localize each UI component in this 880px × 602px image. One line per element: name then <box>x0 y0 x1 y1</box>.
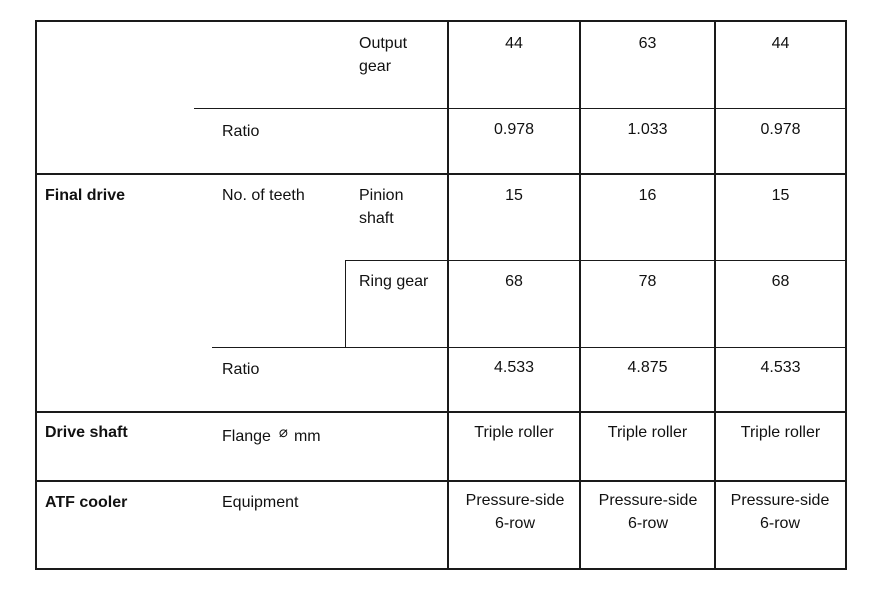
pinion-shaft-value: 16 <box>638 187 657 204</box>
row-divider <box>212 347 847 348</box>
flange-text: Flange <box>222 428 271 445</box>
table-border-top <box>35 20 847 22</box>
drive-shaft-value: Triple roller <box>607 424 688 441</box>
pinion-shaft-value: 15 <box>505 187 523 204</box>
atf-cooler-label: ATF cooler <box>45 494 128 511</box>
ring-gear-label: Ring gear <box>359 273 429 290</box>
column-divider <box>447 20 449 570</box>
final-drive-ratio-value: 4.533 <box>760 359 801 376</box>
drive-shaft-label: Drive shaft <box>45 424 128 441</box>
row-divider <box>35 411 847 413</box>
table-border-bottom <box>35 568 847 570</box>
final-drive-ratio-value: 4.533 <box>493 359 535 376</box>
pinion-shaft-label: Pinion shaft <box>359 187 404 227</box>
column-divider <box>579 20 581 570</box>
output-gear-value: 44 <box>505 35 523 52</box>
row-divider <box>345 260 847 261</box>
atf-cooler-value: Pressure-side 6-row <box>598 492 698 532</box>
pinion-shaft-value: 15 <box>771 187 790 204</box>
row-divider <box>194 108 847 109</box>
final-drive-ratio-value: 4.875 <box>627 359 668 376</box>
ratio-label: Ratio <box>222 123 260 140</box>
ring-gear-value: 68 <box>505 273 523 290</box>
column-divider <box>714 20 716 570</box>
ratio-value: 1.033 <box>627 121 668 138</box>
output-gear-value: 44 <box>771 35 790 52</box>
ring-gear-value: 78 <box>638 273 657 290</box>
flange-label <box>222 425 422 448</box>
table-border-right <box>845 20 847 570</box>
output-gear-label: Output gear <box>359 35 408 75</box>
ratio-value: 0.978 <box>760 121 801 138</box>
column-divider <box>345 261 346 348</box>
ring-gear-value: 68 <box>771 273 790 290</box>
no-of-teeth-label: No. of teeth <box>222 187 305 204</box>
atf-cooler-value: Pressure-side 6-row <box>465 492 565 532</box>
row-divider <box>35 173 847 175</box>
row-divider <box>35 480 847 482</box>
table-border-left <box>35 20 37 570</box>
output-gear-value: 63 <box>638 35 657 52</box>
final-drive-ratio-label: Ratio <box>222 361 260 378</box>
flange-unit: mm <box>293 428 321 445</box>
final-drive-label: Final drive <box>45 187 126 204</box>
diameter-icon: ⌀ <box>278 424 288 441</box>
atf-cooler-value: Pressure-side 6-row <box>730 492 830 532</box>
equipment-label: Equipment <box>222 494 299 511</box>
drive-shaft-value: Triple roller <box>740 424 821 441</box>
ratio-value: 0.978 <box>493 121 535 138</box>
drive-shaft-value: Triple roller <box>474 424 554 441</box>
